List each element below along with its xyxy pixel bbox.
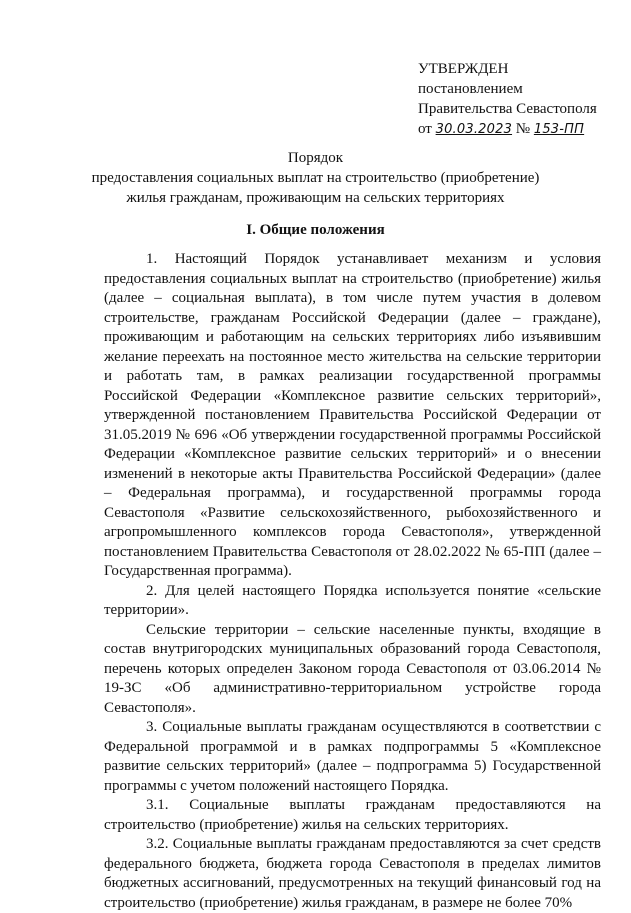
title-line-3: жилья гражданам, проживающим на сельских территориях [126, 190, 505, 206]
document-body [104, 250, 601, 913]
approval-date: 30.03.2023 [435, 122, 513, 137]
approval-date-line [418, 119, 618, 140]
approval-number-sign: № [515, 121, 531, 137]
approval-from: от [418, 121, 432, 137]
title-line-1: Порядок [287, 150, 344, 166]
approval-number: 153-ПП [533, 122, 585, 137]
approval-stamp [418, 59, 618, 140]
approval-line-2: постановлением [418, 81, 523, 97]
approval-line-3: Правительства Севастополя [418, 101, 597, 117]
paragraph: 3. Социальные выплаты гражданам осуществляются в соответствии с Федеральной программой и в рамках подпрограммы 5 «Комплексное развитие сельских территорий» (далее – подпрограмма 5) Государственной программы с учетом положений настоящего Порядка. [104, 719, 601, 794]
document-title [0, 148, 631, 208]
paragraph: 2. Для целей настоящего Порядка используется понятие «сельские территории». [104, 582, 601, 618]
title-line-2: предоставления социальных выплат на строительство (приобретение) [91, 170, 540, 186]
paragraph: Сельские территории – сельские населенные пункты, входящие в состав внутригородских муниципальных образований города Севастополя, перечень которых определен Законом города Севастополя от 03.06.2014 № 19-ЗС «Об административно-территориальном устройстве города Севастополя». [104, 621, 601, 716]
paragraph: 3.1. Социальные выплаты гражданам предоставляются на строительство (приобретение) жилья на сельских территориях. [104, 797, 601, 833]
approval-word: УТВЕРЖДЕН [418, 61, 509, 77]
paragraph: 3.2. Социальные выплаты гражданам предоставляются за счет средств федерального бюджета, бюджета города Севастополя в пределах лимитов бюджетных ассигнований, предусмотренных на текущий финансовый год на строительство (приобретение) жилья гражданам, в размере не более 70% [104, 836, 601, 911]
section-heading: I. Общие положения [246, 222, 385, 238]
paragraph: 1. Настоящий Порядок устанавливает механизм и условия предоставления социальных выплат на строительство (приобретение) жилья (далее – социальная выплата), в том числе путем участия в долевом строительстве, гражданам Российской Федерации (далее – граждане), проживающим и работающим на сельских территориях либо изъявившим желание переехать на постоянное место жительства на сельские территории и работать там, в рамках реализации государственной программы Российской Федерации «Комплексное развитие сельских территорий», утвержденной постановлением Правительства Российской Федерации от 31.05.2019 № 696 «Об утверждении государственной программы Российской Федерации «Комплексное развитие сельских территорий» и о внесении изменений в некоторые акты Правительства Российской Федерации» (далее – Федеральная программа), и государственной программы города Севастополя «Развитие сельскохозяйственного, рыбохозяйственного и агропромышленного комплексов города Севастополя», утвержденной постановлением Правительства Севастополя от 28.02.2022 № 65-ПП (далее – Государственная программа). [104, 251, 601, 579]
